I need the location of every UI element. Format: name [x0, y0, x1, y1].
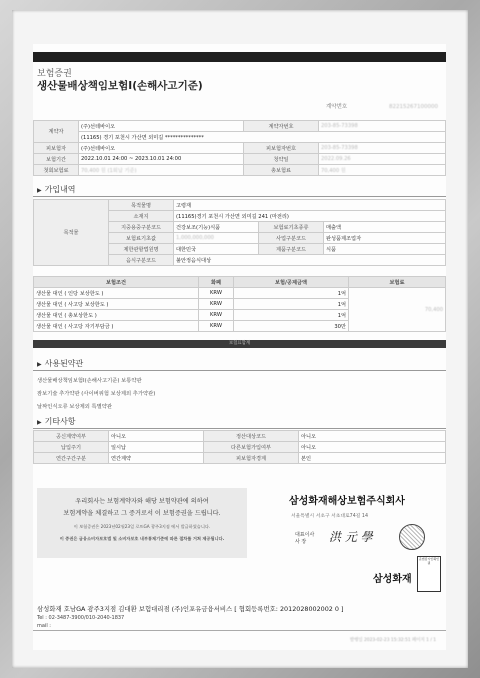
compliance-stamp: 준법감시인확인필 — [417, 556, 441, 592]
company-name: 삼성화재해상보험주식회사 — [289, 496, 405, 507]
contract-number: 계약번호 82215267100000 — [325, 104, 438, 110]
etc-table: 공신계약여부 아니오 정산대상코드 아니오 납입주기 일시납 다른보험가입여부 아니오 연간구간구분 연간계약 피보험자경계 본인 — [33, 430, 446, 464]
terms-item: 잠보기술 추가약관 (사이버위험 보상제외 추가약관) — [37, 391, 156, 397]
section-etc-title: ▶ 기타사항 — [37, 417, 76, 426]
premium-total-bar: 보험료합계 — [33, 340, 446, 348]
section-terms-title: ▶ 사용된약관 — [37, 359, 84, 368]
insurance-certificate — [33, 44, 446, 650]
company-address: 서울특별시 서초구 서초대로74길 14 — [291, 514, 369, 519]
agency-info: 삼성화재 호남GA 광주3지점 김대환 보험대리점 (주)인포유금융서비스 [ 협회등록번호: 2012028002002 0 ] — [37, 605, 344, 613]
section-arrow-icon: ▶ — [37, 361, 42, 368]
notice-line: 우리회사는 보험계약자와 해당 보험약관에 의하여 — [75, 498, 209, 505]
terms-item: 날짜인식오류 보상제외 특별약관 — [37, 404, 113, 410]
header-bar — [33, 52, 446, 62]
company-seal-icon — [399, 524, 425, 550]
section-arrow-icon: ▶ — [37, 187, 42, 194]
section-arrow-icon: ▶ — [37, 419, 42, 426]
notice-line: 보험계약을 체결하고 그 증거로서 이 보험증권을 드립니다. — [63, 510, 221, 517]
terms-item: 생산물배상책임보험Ⅰ(손해사고기준) 보통약관 — [37, 378, 142, 384]
divider — [33, 428, 446, 429]
ceo-title: 대표이사 사 장 — [295, 532, 315, 545]
document-type: 보험증권 — [37, 69, 72, 79]
divider — [33, 630, 446, 631]
document-title: 생산물배상책임보험Ⅰ(손해사고기준) — [37, 80, 203, 92]
section-coverage-title: ▶ 가입내역 — [37, 185, 76, 194]
agency-mail: mail : — [37, 623, 51, 629]
divider — [33, 196, 446, 197]
divider — [33, 370, 446, 371]
brand-logo: 삼성화재 — [373, 574, 412, 585]
notice-line: 이 증권은 금융소비자보호법 및 소비자보호 내부통제기준에 따른 절차를 거쳐 제공됩니다. — [59, 536, 225, 541]
notice-line: 이 보험증권은 2023년02월23일 로뜨GA 광주3지점 에서 발급하였습니다. — [73, 524, 211, 529]
ceo-signature: 洪 元 學 — [329, 530, 373, 544]
print-info: 발행일 2023-02-23 15:32:51 페이지 1 / 1 — [349, 638, 436, 643]
agency-tel: Tel : 02-3487-3900/010-2040-1837 — [37, 615, 125, 621]
limits-table: 보험조건 화폐 보험/공제금액 보험료 생산물 대인 ( 인당 보상한도 ) KRW 1억 70,400 생산물 대인 ( 사고당 보상한도 ) KRW 1억 생산물 대인 ( 총보상한도 ) KRW 1억 생산물 대인 ( 사고당 자기부담금 ) KRW 30만 — [33, 276, 446, 332]
policyholder-table: 계약자 (주)선테바이오 계약자번호 203-85-73398 (11165) 경기 포천시 가산면 외미길 *************** 피보험자 (주)선테바이오 피보험자번호 203-85-73398 보험기간 2022.10.01 24:00 ~ 2023.10.01 24:00 청약일 2022.09.26 첫회보험료 70,400 원 (1회납 기준) 총보험료 70,400 원 — [33, 120, 446, 176]
coverage-table: 목적물 목적물명 고령재 소재지 (11165)경기 포천시 가산면 외미길 241 (마전리) 지중용중구분코드 건강보조(기능)식품 보험료기초종류 매출액 보험료기초값 1,000,000,000 사업구분코드 완성품제조업자 제한관할법원명 대한민국 제품구분코드 식품 음식구분코드 불안정음식대상 — [33, 199, 446, 266]
